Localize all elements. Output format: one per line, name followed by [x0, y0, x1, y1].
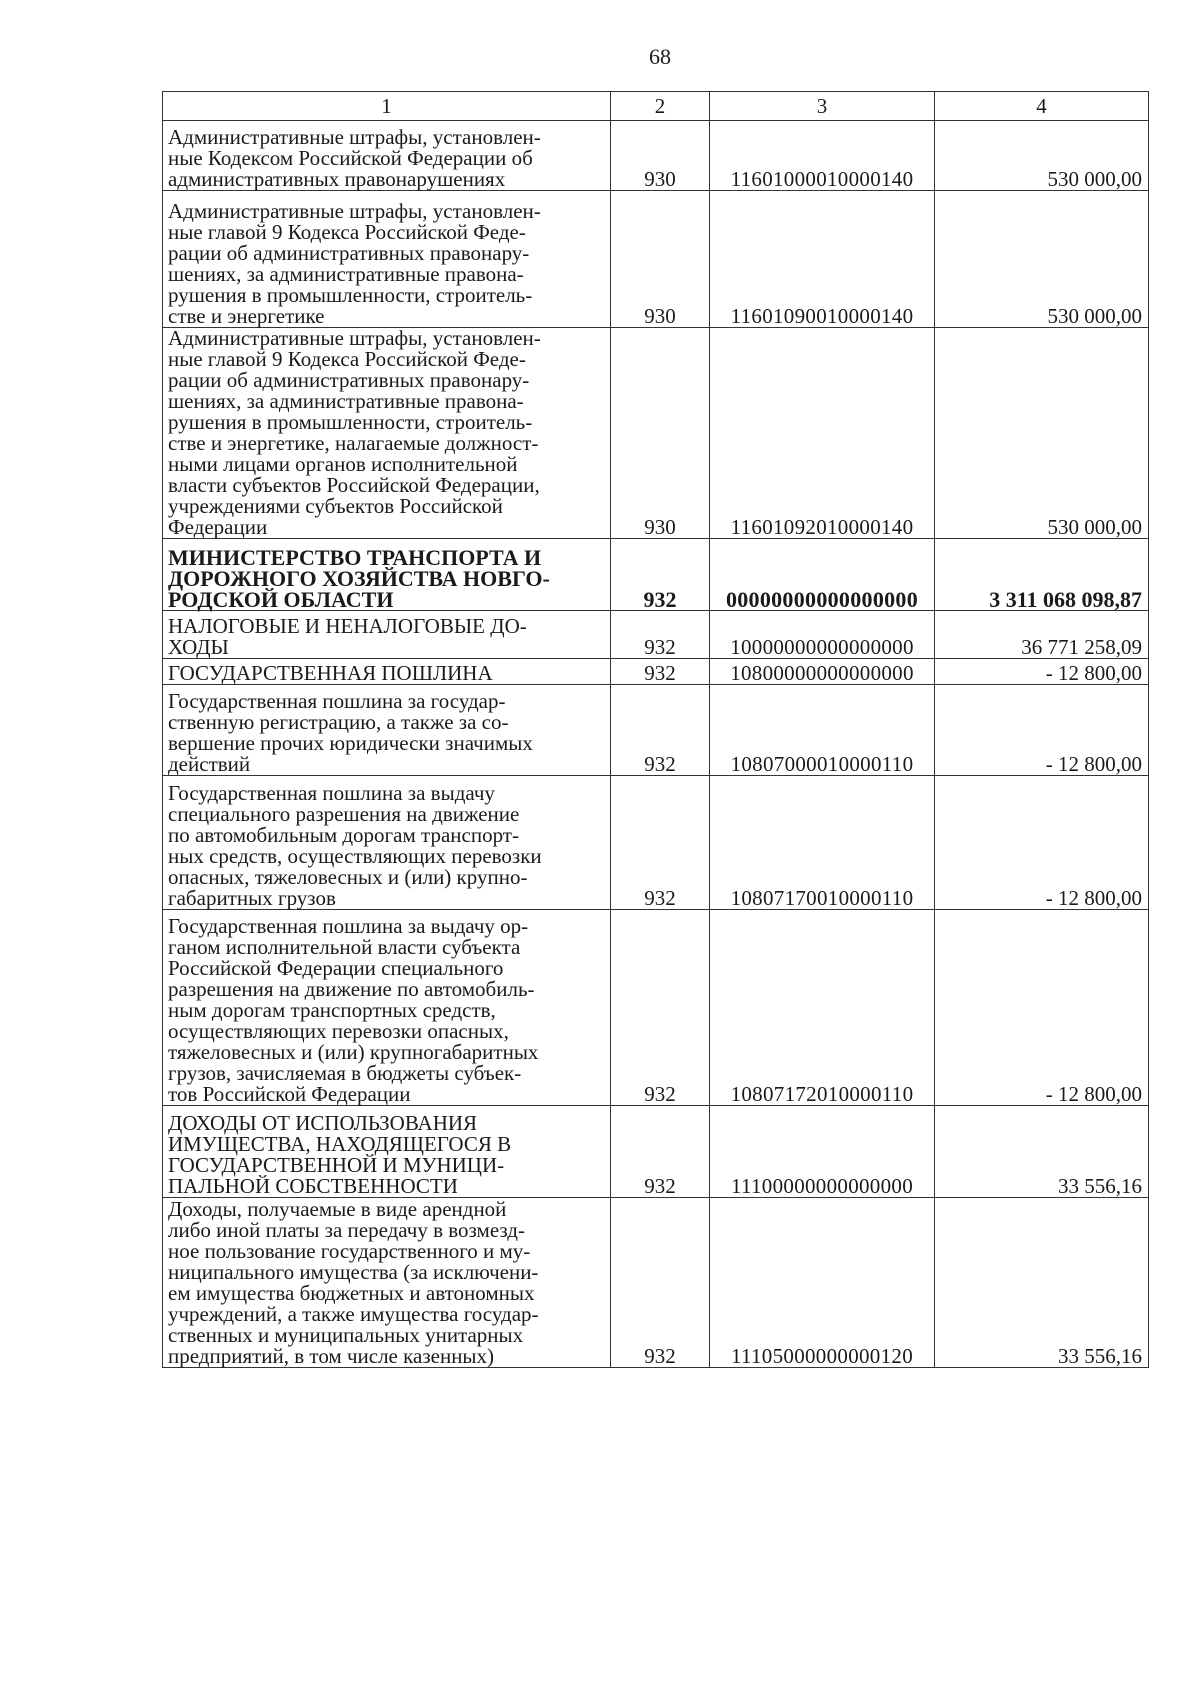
admin-code: 932: [611, 910, 710, 1106]
row-description: Государственная пошлина за государ- ственную регистрацию, а также за со- вершение прочих юридически значимых действий: [163, 685, 611, 776]
budget-classification-code: 11601000010000140: [710, 121, 935, 191]
budget-classification-code: 00000000000000000: [710, 539, 935, 611]
table-row: [163, 1106, 1149, 1198]
column-header: 3: [710, 92, 935, 121]
row-description: ГОСУДАРСТВЕННАЯ ПОШЛИНА: [163, 659, 611, 685]
table-row: [163, 611, 1149, 659]
column-header: 4: [935, 92, 1149, 121]
row-description: ДОХОДЫ ОТ ИСПОЛЬЗОВАНИЯ ИМУЩЕСТВА, НАХОДЯЩЕГОСЯ В ГОСУДАРСТВЕННОЙ И МУНИЦИ- ПАЛЬНОЙ СОБСТВЕННОСТИ: [163, 1106, 611, 1198]
amount-value: 33 556,16: [935, 1198, 1149, 1368]
admin-code: 932: [611, 659, 710, 685]
row-description: Государственная пошлина за выдачу ор- ганом исполнительной власти субъекта Российской Федерации специального разрешения на движение по автомобиль- ным дорогам транспортных средств, осуществляющих перевозки опасных, тяжеловесных и (или) крупногабаритных грузов, зачисляемая в бюджеты субъек- тов Российской Федерации: [163, 910, 611, 1106]
column-header: 2: [611, 92, 710, 121]
row-description: Доходы, получаемые в виде арендной либо иной платы за передачу в возмезд- ное пользование государственного и му- ниципального имущества (за исключени- ем имущества бюджетных и автономных учреждений, а также имущества государ- ственных и муниципальных унитарных предприятий, в том числе казенных): [163, 1198, 611, 1368]
amount-value: 3 311 068 098,87: [935, 539, 1149, 611]
admin-code: 930: [611, 191, 710, 328]
page-number: 68: [649, 44, 671, 69]
row-description: Административные штрафы, установлен- ные Кодексом Российской Федерации об административных правонарушениях: [163, 121, 611, 191]
table-body: [163, 92, 1149, 1368]
table-row: [163, 685, 1149, 776]
table-row: [163, 659, 1149, 685]
budget-classification-code: 10807000010000110: [710, 685, 935, 776]
amount-value: - 12 800,00: [935, 659, 1149, 685]
amount-value: 33 556,16: [935, 1106, 1149, 1198]
table-row: [163, 539, 1149, 611]
admin-code: 932: [611, 685, 710, 776]
admin-code: 932: [611, 1106, 710, 1198]
admin-code: 930: [611, 328, 710, 539]
table-row: [163, 910, 1149, 1106]
admin-code: 932: [611, 776, 710, 910]
amount-value: - 12 800,00: [935, 685, 1149, 776]
budget-classification-code: 10800000000000000: [710, 659, 935, 685]
budget-classification-code: 11601090010000140: [710, 191, 935, 328]
amount-value: - 12 800,00: [935, 910, 1149, 1106]
table-row: [163, 1198, 1149, 1368]
budget-classification-code: 11100000000000000: [710, 1106, 935, 1198]
admin-code: 930: [611, 121, 710, 191]
table-row: [163, 776, 1149, 910]
amount-value: 530 000,00: [935, 121, 1149, 191]
budget-classification-code: 11601092010000140: [710, 328, 935, 539]
revenue-table: [162, 91, 1149, 1368]
column-header: 1: [163, 92, 611, 121]
row-description: МИНИСТЕРСТВО ТРАНСПОРТА И ДОРОЖНОГО ХОЗЯЙСТВА НОВГО- РОДСКОЙ ОБЛАСТИ: [163, 539, 611, 611]
amount-value: 530 000,00: [935, 328, 1149, 539]
table-header-row: [163, 92, 1149, 121]
admin-code: 932: [611, 539, 710, 611]
row-description: НАЛОГОВЫЕ И НЕНАЛОГОВЫЕ ДО- ХОДЫ: [163, 611, 611, 659]
row-description: Административные штрафы, установлен- ные главой 9 Кодекса Российской Феде- рации об административных правонару- шениях, за административные правона- рушения в промышленности, строитель- стве и энергетике, налагаемые должност- ными лицами органов исполнительной власти субъектов Российской Федерации, учреждениями субъектов Российской Федерации: [163, 328, 611, 539]
budget-classification-code: 11105000000000120: [710, 1198, 935, 1368]
amount-value: 530 000,00: [935, 191, 1149, 328]
table-row: [163, 191, 1149, 328]
row-description: Административные штрафы, установлен- ные главой 9 Кодекса Российской Феде- рации об административных правонару- шениях, за административные правона- рушения в промышленности, строитель- стве и энергетике: [163, 191, 611, 328]
table-row: [163, 328, 1149, 539]
amount-value: - 12 800,00: [935, 776, 1149, 910]
table-row: [163, 121, 1149, 191]
admin-code: 932: [611, 1198, 710, 1368]
admin-code: 932: [611, 611, 710, 659]
amount-value: 36 771 258,09: [935, 611, 1149, 659]
budget-classification-code: 10807172010000110: [710, 910, 935, 1106]
budget-classification-code: 10807170010000110: [710, 776, 935, 910]
budget-classification-code: 10000000000000000: [710, 611, 935, 659]
row-description: Государственная пошлина за выдачу специального разрешения на движение по автомобильным дорогам транспорт- ных средств, осуществляющих перевозки опасных, тяжеловесных и (или) крупно- габаритных грузов: [163, 776, 611, 910]
